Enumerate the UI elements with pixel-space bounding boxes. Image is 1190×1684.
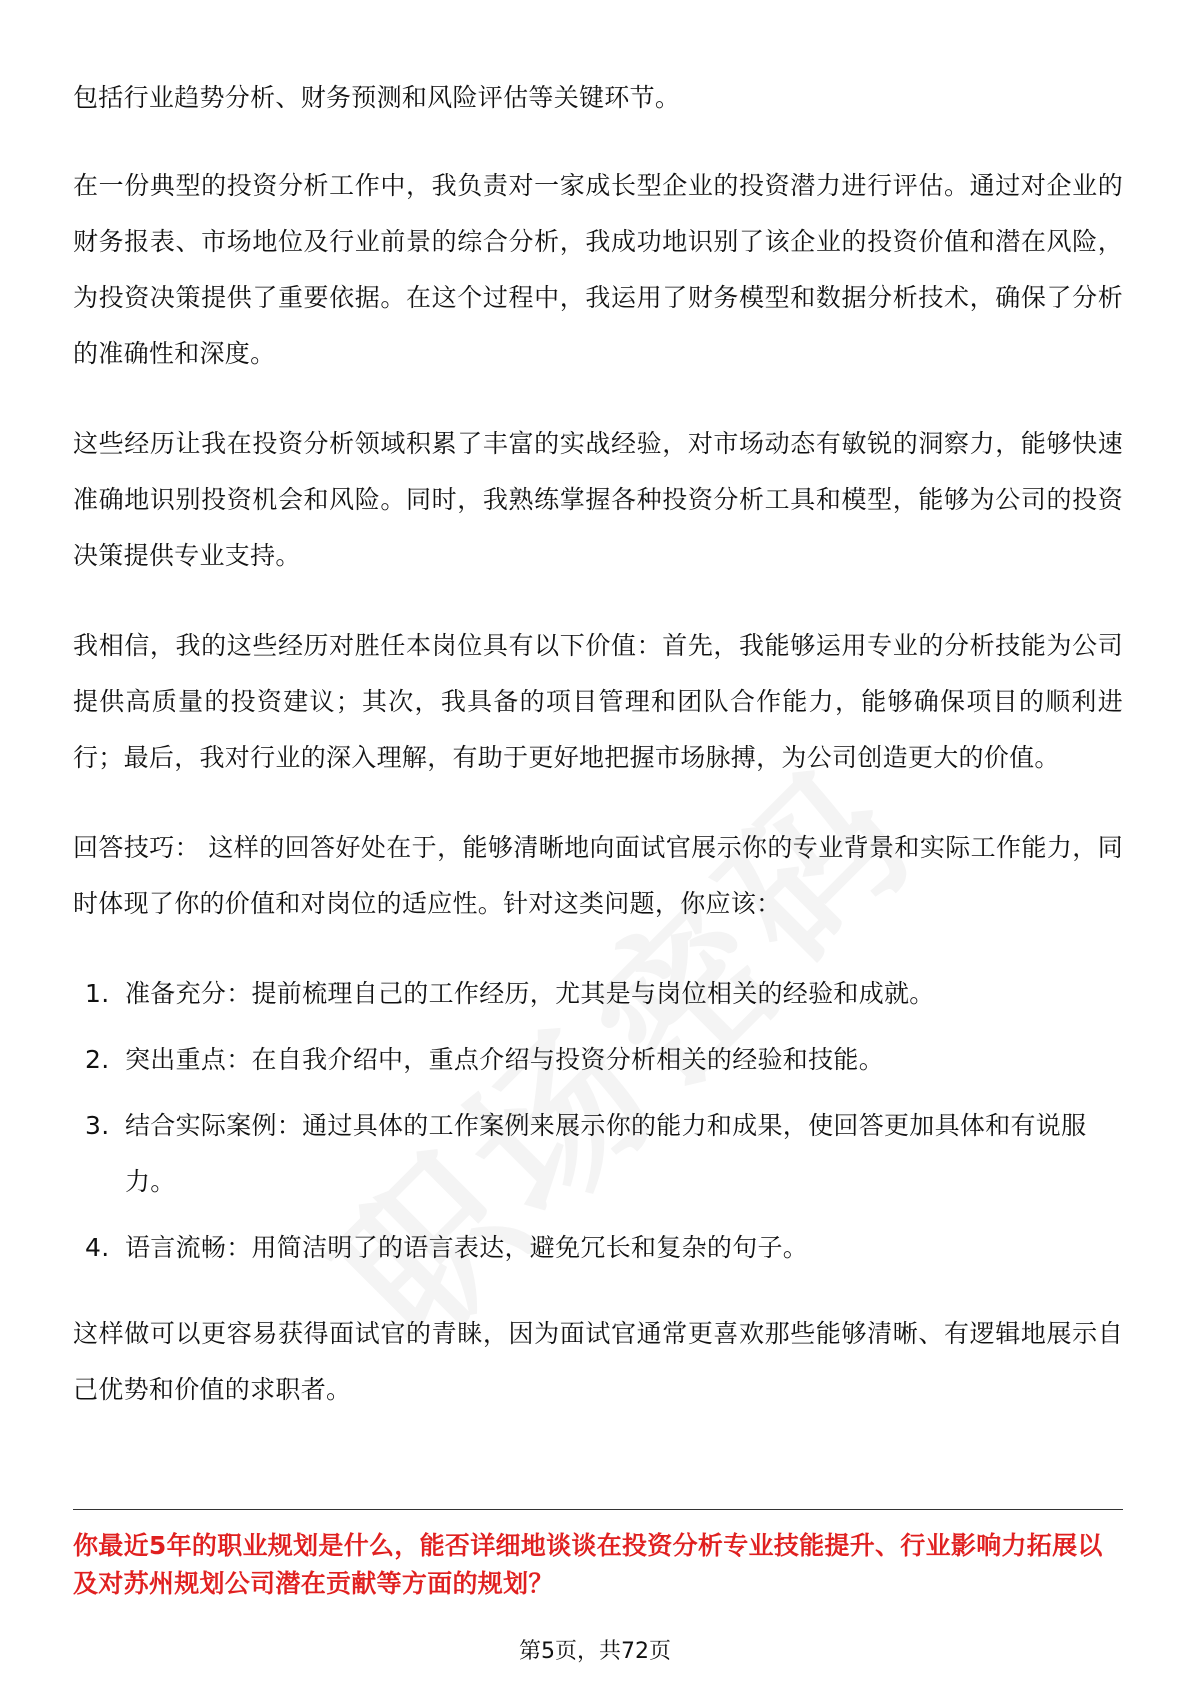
list-number: 4. [85, 1233, 110, 1262]
paragraph-experience: 这些经历让我在投资分析领域积累了丰富的实战经验，对市场动态有敏锐的洞察力，能够快速准确地识别投资机会和风险。同时，我熟练掌握各种投资分析工具和模型，能够为公司的投资决策提供专业支持。 [73, 429, 1123, 570]
list-number: 1. [85, 979, 110, 1008]
paragraph-tips-intro: 回答技巧： 这样的回答好处在于，能够清晰地向面试官展示你的专业背景和实际工作能力，同时体现了你的价值和对岗位的适应性。针对这类问题，你应该： [73, 833, 1123, 918]
list-text: 结合实际案例：通过具体的工作案例来展示你的能力和成果，使回答更加具体和有说服力。 [125, 1111, 1087, 1196]
section-divider [73, 1509, 1123, 1510]
list-item [73, 966, 1123, 1022]
list-text: 准备充分：提前梳理自己的工作经历，尤其是与岗位相关的经验和成就。 [125, 979, 935, 1008]
document-body [73, 70, 1123, 1452]
list-text: 语言流畅：用简洁明了的语言表达，避免冗长和复杂的句子。 [125, 1233, 809, 1262]
paragraph-case: 在一份典型的投资分析工作中，我负责对一家成长型企业的投资潜力进行评估。通过对企业的财务报表、市场地位及行业前景的综合分析，我成功地识别了该企业的投资价值和潜在风险，为投资决策提供了重要依据。在这个过程中，我运用了财务模型和数据分析技术，确保了分析的准确性和深度。 [73, 171, 1123, 368]
paragraph-value: 我相信，我的这些经历对胜任本岗位具有以下价值：首先，我能够运用专业的分析技能为公司提供高质量的投资建议；其次，我具备的项目管理和团队合作能力，能够确保项目的顺利进行；最后，我对行业的深入理解，有助于更好地把握市场脉搏，为公司创造更大的价值。 [73, 631, 1123, 772]
next-question-heading: 你最近5年的职业规划是什么，能否详细地谈谈在投资分析专业技能提升、行业影响力拓展以及对苏州规划公司潜在贡献等方面的规划？ [73, 1531, 1103, 1598]
tips-list [73, 966, 1123, 1276]
page-footer: 第5页，共72页 [519, 1639, 671, 1664]
list-item [73, 1032, 1123, 1088]
list-number: 2. [85, 1045, 110, 1074]
list-item [73, 1098, 1123, 1210]
list-item [73, 1220, 1123, 1276]
list-text: 突出重点：在自我介绍中，重点介绍与投资分析相关的经验和技能。 [125, 1045, 885, 1074]
paragraph-intro-tail: 包括行业趋势分析、财务预测和风险评估等关键环节。 [73, 83, 681, 112]
list-number: 3. [85, 1111, 110, 1140]
paragraph-closing: 这样做可以更容易获得面试官的青睐，因为面试官通常更喜欢那些能够清晰、有逻辑地展示自己优势和价值的求职者。 [73, 1319, 1123, 1404]
